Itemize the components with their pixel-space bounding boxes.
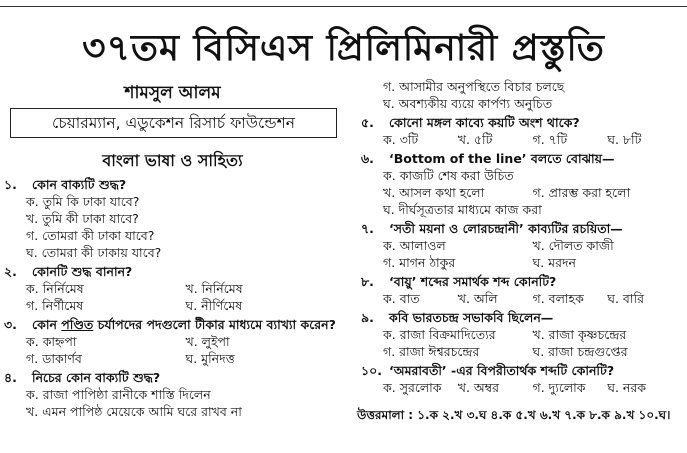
option-a: ক. রাজা পাপিষ্ঠা রানীকে শাস্তি দিলেন: [26, 387, 211, 402]
question-text: কোনটি শুদ্ধ বানান?: [32, 264, 133, 279]
question-1: ১. কোন বাক্যটি শুদ্ধ? ক. তুমি কি ঢাকা যাবে? খ. তুমি কী ঢাকা যাবে? গ. তোমরা কী ঢাকা যাবে? ঘ. তোমরা কী ঢাকায় যাবে?: [0, 176, 345, 261]
question-text: ‘Bottom of the line’ বলতে বোঝায়—: [389, 151, 615, 166]
option-c: গ. প্রারম্ভ করা হলো: [532, 185, 631, 200]
option-c: গ. রাজা ঈশ্বরচন্দ্রের: [383, 344, 480, 359]
option-c: গ. ৭টি: [532, 132, 568, 147]
header-rule: [0, 0, 687, 7]
option-a: ক. বাত: [383, 291, 420, 306]
option-c: গ. মাগন ঠাকুর: [383, 255, 456, 270]
option-c: গ. বলাহক: [532, 291, 584, 306]
question-4-option-d: ঘ. অবশ্যকীয় ব্যয়ে কার্পণ্য অনুচিত: [383, 96, 553, 111]
underlined-word: পণ্ডিত: [61, 317, 94, 332]
option-d: ঘ. ৮টি: [607, 132, 642, 147]
option-a: ক. রাজা বিক্রমাদিত্যের: [383, 327, 496, 342]
option-c: গ. ডাকার্ণব: [26, 351, 82, 366]
option-a: ক. কাজটি শেষ করা উচিত: [383, 168, 514, 183]
question-8: ৮. ‘বায়ু’ শব্দের সমার্থক শব্দ কোনটি? ক. বাত খ. অলি গ. বলাহক ঘ. বারি: [357, 273, 682, 307]
option-d: ঘ. নরক: [607, 380, 646, 395]
option-d: ঘ. মুনিদত্ত: [185, 351, 235, 366]
question-text: কোন বাক্যটি শুদ্ধ?: [32, 177, 127, 192]
question-10: ১০. ‘অমরাবতী’ -এর বিপরীতার্থক শব্দটি কোনটি? ক. সুরলোক খ. অম্বর গ. দ্যুলোক ঘ. নরক: [357, 362, 682, 396]
option-a: ক. ৩টি: [383, 132, 419, 147]
option-c: গ. তোমরা কী ঢাকা যাবে?: [26, 228, 155, 243]
question-text: নিচের কোন বাক্যটি শুদ্ধ?: [32, 370, 161, 385]
option-a: ক. নির্নিমেষ: [26, 281, 84, 296]
option-c: গ. দ্যুলোক: [532, 380, 586, 395]
section-heading: বাংলা ভাষা ও সাহিত্য: [102, 151, 243, 170]
question-text: ‘অমরাবতী’ -এর বিপরীতার্থক শব্দটি কোনটি?: [389, 363, 615, 378]
option-d: ঘ. রাজা চন্দ্রগুপ্তের: [532, 344, 628, 359]
option-b: খ. অলি: [457, 291, 498, 306]
question-5: ৫. কোনো মঙ্গল কাব্যে কয়টি অংশ থাকে? ক. ৩টি খ. ৫টি গ. ৭টি ঘ. ৮টি: [357, 114, 682, 148]
right-column: [357, 78, 682, 424]
option-b: খ. তুমি কী ঢাকা যাবে?: [26, 211, 139, 226]
left-column: [0, 80, 345, 420]
author-organization: চেয়ারম্যান, এডুকেশন রিসার্চ ফাউন্ডেশন: [10, 108, 337, 138]
option-b: খ. অম্বর: [457, 380, 499, 395]
option-b: খ. আসল কথা হলো: [383, 185, 485, 200]
option-b: খ. নির্নিমেষ: [185, 281, 243, 296]
option-d: ঘ. দীর্ঘসূত্রতার মাধ্যমে কাজ করা: [383, 202, 542, 217]
option-d: ঘ. মরদন: [532, 255, 577, 270]
option-a: ক. তুমি কি ঢাকা যাবে?: [26, 194, 140, 209]
author-name: শামসুল আলম: [124, 83, 221, 103]
option-b: খ. ৫টি: [457, 132, 493, 147]
option-a: ক. আলাওল: [383, 238, 446, 253]
option-b: খ. রাজা কৃষ্ণচন্দ্রের: [532, 327, 627, 342]
option-d: ঘ. নীর্ণিমেষ: [185, 298, 243, 313]
option-b: খ. লুইপা: [185, 334, 230, 349]
question-2: ২. কোনটি শুদ্ধ বানান? ক. নির্নিমেষ খ. নির্নিমেষ গ. নির্ণীমেষ ঘ. নীর্ণিমেষ: [0, 263, 345, 314]
question-text: কোনো মঙ্গল কাব্যে কয়টি অংশ থাকে?: [389, 115, 580, 130]
question-6: ৬. ‘Bottom of the line’ বলতে বোঝায়— ক. কাজটি শেষ করা উচিত খ. আসল কথা হলো গ. প্রারম্ভ করা হলো ঘ. দীর্ঘসূত্রতার মাধ্যমে কাজ করা: [357, 150, 682, 218]
option-d: ঘ. বারি: [607, 291, 644, 306]
question-4-option-c: গ. আসামীর অনুপস্থিতে বিচার চলছে: [383, 79, 565, 94]
option-b: খ. এমন পাপিষ্ঠ মেয়েকে আমি ঘরে রাখব না: [26, 404, 242, 419]
question-text: কবি ভারতচন্দ্র সভাকবি ছিলেন—: [389, 310, 554, 325]
page-title: ৩৭তম বিসিএস প্রিলিমিনারী প্রস্তুতি: [82, 27, 605, 69]
answer-key: উত্তরমালা : ১.ক ২.খ ৩.ঘ ৪.ক ৫.খ ৬.খ ৭.ক ৮.ক ৯.খ ১০.ঘ।: [357, 408, 671, 422]
option-d: ঘ. তোমরা কী ঢাকায় যাবে?: [26, 245, 162, 260]
question-text: ‘সতী ময়না ও লোরচন্দ্রানী’ কাব্যটির রচয়িতা—: [389, 221, 623, 236]
question-text: কোন পণ্ডিত চর্যাপদের পদগুলো টীকার মাধ্যমে ব্যাখ্যা করেন?: [32, 317, 336, 332]
option-a: ক. সুরলোক: [383, 380, 442, 395]
question-4: ৪. নিচের কোন বাক্যটি শুদ্ধ? ক. রাজা পাপিষ্ঠা রানীকে শাস্তি দিলেন খ. এমন পাপিষ্ঠ মেয়েকে আমি ঘরে রাখব না: [0, 369, 345, 420]
option-a: ক. কাহ্নপা: [26, 334, 77, 349]
option-b: খ. দৌলত কাজী: [532, 238, 614, 253]
question-text: ‘বায়ু’ শব্দের সমার্থক শব্দ কোনটি?: [389, 274, 557, 289]
option-c: গ. নির্ণীমেষ: [26, 298, 84, 313]
question-3: ৩. কোন পণ্ডিত চর্যাপদের পদগুলো টীকার মাধ্যমে ব্যাখ্যা করেন? ক. কাহ্নপা খ. লুইপা গ. ডাকার্ণব ঘ. মুনিদত্ত: [0, 316, 345, 367]
question-9: ৯. কবি ভারতচন্দ্র সভাকবি ছিলেন— ক. রাজা বিক্রমাদিত্যের খ. রাজা কৃষ্ণচন্দ্রের গ. রাজা ঈশ্বরচন্দ্রের ঘ. রাজা চন্দ্রগুপ্তের: [357, 309, 682, 360]
question-7: ৭. ‘সতী ময়না ও লোরচন্দ্রানী’ কাব্যটির রচয়িতা— ক. আলাওল খ. দৌলত কাজী গ. মাগন ঠাকুর ঘ. মরদন: [357, 220, 682, 271]
